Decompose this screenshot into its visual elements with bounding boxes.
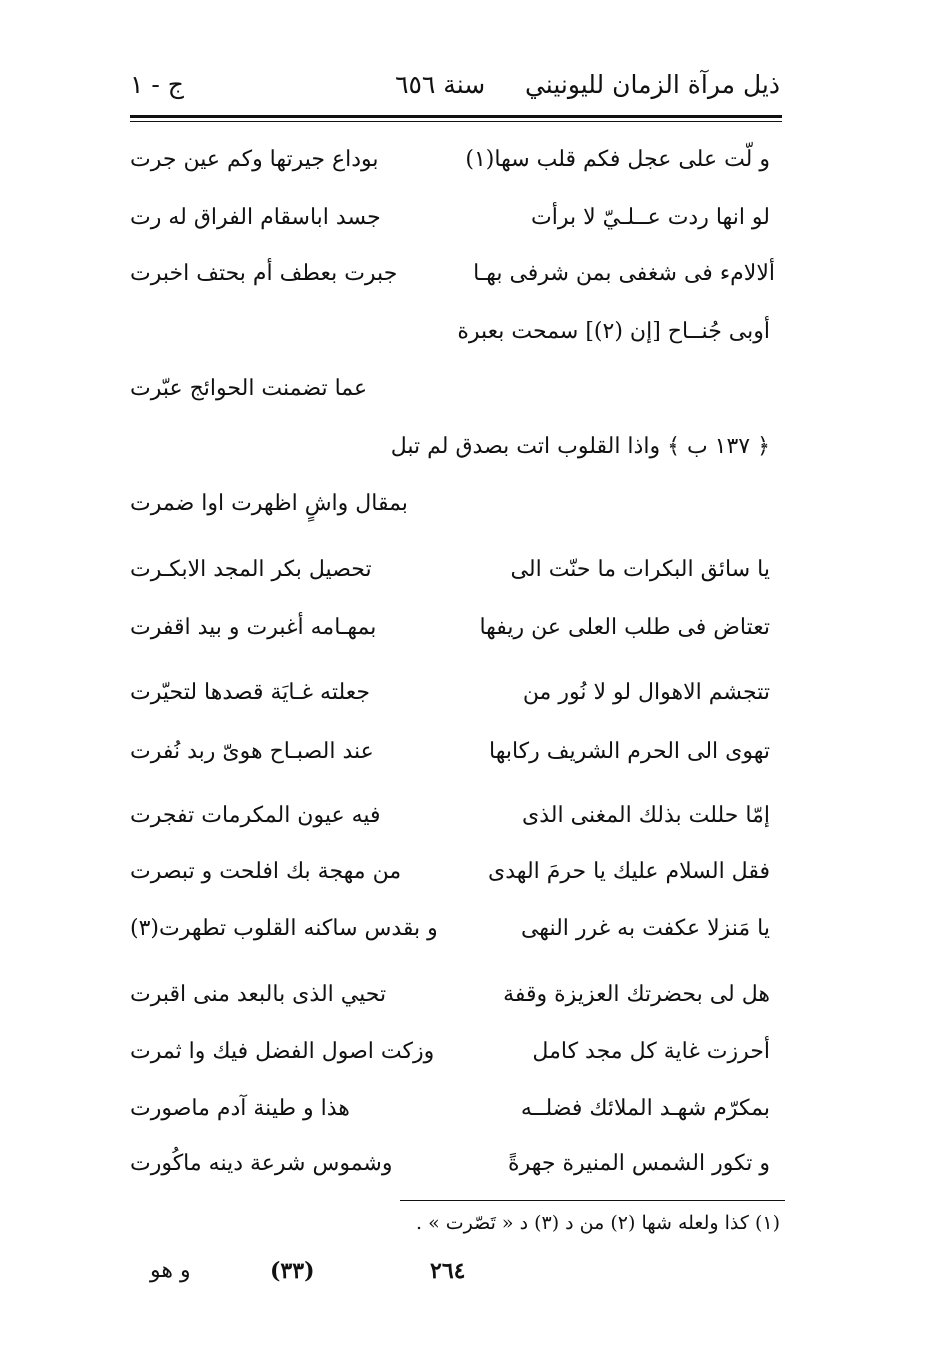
hemistich-first: تتجشم الاهوال لو لا نُور من: [522, 680, 770, 705]
hemistich-second: فيه عيون المكرمات تفجرت: [130, 803, 381, 828]
hemistich-first: هل لى بحضرتك العزيزة وقفة: [503, 982, 770, 1007]
hemistich-first: بمكرّم شهـد الملائك فضلــه: [520, 1096, 770, 1121]
verse-line: [130, 315, 770, 355]
hemistich-second: تحيي الذى بالبعد منى اقبرت: [130, 982, 387, 1007]
verse-line: [130, 553, 770, 593]
verse-line: [130, 430, 770, 470]
hemistich-first: لو انها ردت عــلـيّ لا برأت: [531, 205, 770, 230]
hemistich-first: أحرزت غاية كل مجد كامل: [532, 1039, 770, 1064]
hemistich-second: بوداع جيرتها وكم عين جرت: [130, 147, 379, 172]
verse-line: [130, 855, 770, 895]
book-title: ذيل مرآة الزمان لليونيني: [524, 69, 780, 99]
hemistich-second: من مهجة بك افلحت و تبصرت: [130, 859, 402, 884]
verse-line: [130, 257, 775, 297]
verse-line: [130, 487, 770, 527]
hemistich-second: جبرت بعطف أم بحتف اخبرت: [130, 261, 398, 286]
hemistich-second: عند الصبـاح هوىّ ربد نُفرت: [130, 739, 374, 764]
hemistich-first: ألالامء فى شغفى بمن شرفى بهـا: [473, 261, 775, 286]
hemistich-first: يا مَنزلا عكفت به غرر النهى: [520, 916, 770, 941]
catchword: و هو: [150, 1258, 191, 1283]
hemistich-first: تعتاض فى طلب العلى عن ريفها: [479, 615, 770, 640]
header-rule-thin: [130, 121, 782, 122]
verse-line: [130, 201, 770, 241]
page-number: ٢٦٤: [430, 1258, 466, 1284]
hemistich-second: تحصيل بكر المجد الابكـرت: [130, 557, 372, 582]
verse-line: [130, 912, 770, 952]
running-header: [130, 62, 780, 106]
footnote-rule: [400, 1200, 785, 1201]
header-rule-thick: [130, 115, 782, 118]
verse-line: [130, 143, 770, 183]
verse-line: [130, 978, 770, 1018]
hemistich-second: وزكت اصول الفضل فيك وا ثمرت: [130, 1039, 435, 1064]
footnote: (١) كذا ولعله شها (٢) من د (٣) د « تَصّرت » .: [416, 1212, 780, 1234]
hemistich-first: و تكور الشمس المنيرة جهرةً: [508, 1151, 770, 1176]
volume-label: ج - ١: [130, 69, 184, 99]
hemistich-first: فقل السلام عليك يا حرمَ الهدى: [488, 859, 770, 884]
hemistich-second: و بقدس ساكنه القلوب تطهرت(٣): [130, 916, 438, 941]
hemistich-second: جعلته غـايَة قصدها لتحيّرت: [130, 680, 370, 705]
verse-line: [130, 1035, 770, 1075]
hemistich-second: هذا و طينة آدم ماصورت: [130, 1096, 350, 1121]
header-title: [395, 70, 780, 99]
hemistich-first: يا سائق البكرات ما حنّت الى: [510, 557, 770, 582]
hemistich-second: عما تضمنت الحوائج عبّرت: [130, 376, 368, 401]
verse-line: [130, 372, 770, 412]
verse-line: [130, 611, 770, 651]
hemistich-second: بمقال واشٍ اظهرت اوا ضمرت: [130, 491, 408, 516]
header-year: سنة ٦٥٦: [395, 69, 486, 99]
page-footer: [150, 1258, 600, 1292]
hemistich-second: وشموس شرعة دينه ماكُورت: [130, 1151, 393, 1176]
hemistich-first: تهوى الى الحرم الشريف ركابها: [489, 739, 770, 764]
verse-line: [130, 799, 770, 839]
folio-marker-line: ﴿ ١٣٧ ب ﴾ واذا القلوب اتت بصدق لم تبل: [390, 434, 770, 459]
hemistich-second: جسد اباسقام الفراق له رت: [130, 205, 381, 230]
verse-line: [130, 676, 770, 716]
gathering-signature: (٣٣): [270, 1258, 315, 1284]
hemistich-second: بمهـامه أغبرت و بيد اقفرت: [130, 615, 377, 640]
verse-line: [130, 735, 770, 775]
verse-line: [130, 1092, 770, 1132]
hemistich-first: و لّت على عجل فكم قلب سها(١): [465, 147, 770, 172]
hemistich-first: إمّا حللت بذلك المغنى الذى: [522, 803, 770, 828]
verse-line: [130, 1147, 770, 1187]
verse-full-line: أوبى جُنــاح [إن (٢)] سمحت بعبرة: [457, 319, 770, 344]
